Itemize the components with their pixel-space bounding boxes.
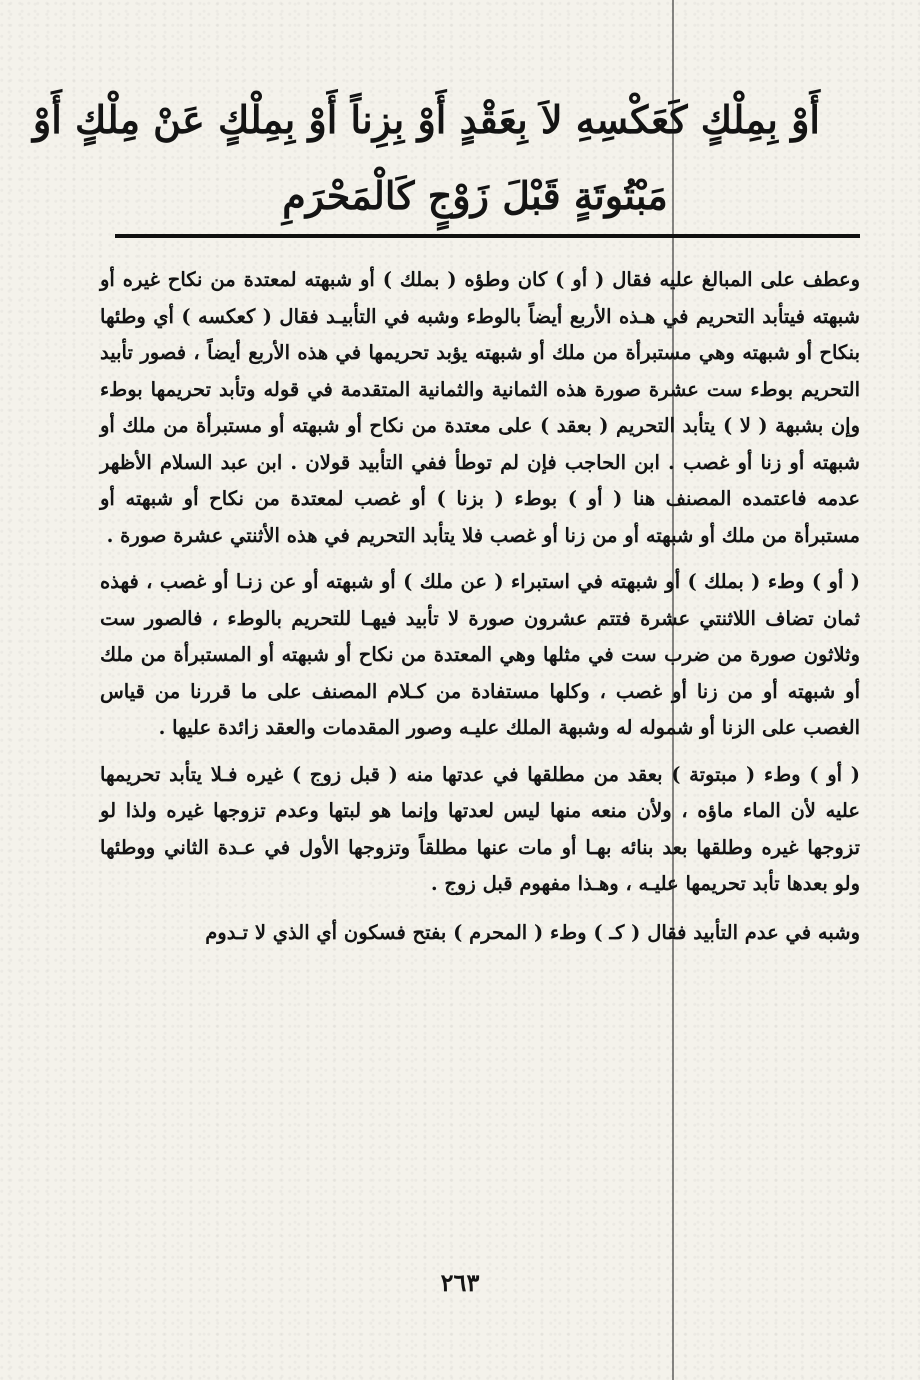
commentary-paragraph-1: وعطف على المبالغ عليه فقال ( أو ) كان وطؤه ( بملك ) أو شبهته لمعتدة من نكاح غيره أو شبهته فيتأبد التحريم في هـذه الأربع أيضاً بالوطء وشبه في التأبيـد فقال ( كعكسه ) أي وطئها بنكاح أو شبهته وهي مستبرأة من ملك أو شبهته يؤبد تحريمها في هذه الأربع أيضاً ، فصور تأبيد التحريم بوطء ست عشرة صورة هذه الثمانية والثمانية المتقدمة في قوله وتأبد تحريمها بوطء وإن بشبهة ( لا ) يتأبد التحريم ( بعقد ) على معتدة من نكاح أو شبهته أو مستبرأة من ملك أو شبهته أو زنا أو غصب . ابن الحاجب فإن لم توطأ ففي التأبيد قولان . ابن عبد السلام الأظهر عدمه فاعتمده المصنف هنا ( أو ) بوطء ( بزنا ) أو غصب لمعتدة من نكاح أو شبهته أو مستبرأة من ملك أو شبهته أو من زنا أو غصب فلا يتأبد التحريم في هذه الأثنتي عشرة صورة . — [100, 268, 860, 547]
verse-line-1: أَوْ بِمِلْكٍ كَعَكْسِهِ لاَ بِعَقْدٍ أَوْ بِزِناً أَوْ بِمِلْكٍ عَنْ مِلْكٍ أَوْ — [32, 97, 820, 142]
verse-line-2: مَبْتُوتَةٍ قَبْلَ زَوْجٍ كَالْمَحْرَمِ — [282, 173, 668, 218]
commentary-paragraph-3: ( أو ) وطء ( مبتوتة ) بعقد من مطلقها في عدتها منه ( قبل زوج ) غيره فـلا يتأبد تحريمها عليه لأن الماء ماؤه ، ولأن منعه منها ليس لعدتها وإنما هو لبتها وعدم تزوجها غيره ولذا لو تزوجها غيره وطلقها بعد بنائه بهـا أو مات عنها مطلقاً وتزوجها الأول في عـدة الثاني ووطئها ولو بعدها تأبد تحريمها عليـه ، وهـذا مفهوم قبل زوج . — [100, 762, 860, 895]
verse-header — [32, 82, 820, 234]
commentary-paragraph-2: ( أو ) وطء ( بملك ) أو شبهته في استبراء ( عن ملك ) أو شبهته أو عن زنـا أو غصب ، فهذه ثمان تضاف اللاثنتي عشرة فتتم عشرون صورة لا تأبيد فيهـا للتحريم بالوطء ، فالصور ست وثلاثون صورة من ضرب ست في مثلها وهي المعتدة من نكاح أو شبهته أو المستبرأة من ملك أو شبهته أو من زنا أو غصب ، وكلها مستفادة من كـلام المصنف على ما قررنا من قياس الغصب على الزنا أو شموله له وشبهة الملك عليـه وصور المقدمات والعقد زائدة عليها . — [100, 570, 860, 739]
commentary-body — [100, 262, 860, 961]
commentary-paragraph-4: وشبه في عدم التأبيد فقال ( كـ ) وطء ( المحرم ) بفتح فسكون أي الذي لا تـدوم — [205, 920, 860, 944]
header-divider — [115, 234, 860, 238]
page-number: ٢٦٣ — [440, 1268, 480, 1297]
